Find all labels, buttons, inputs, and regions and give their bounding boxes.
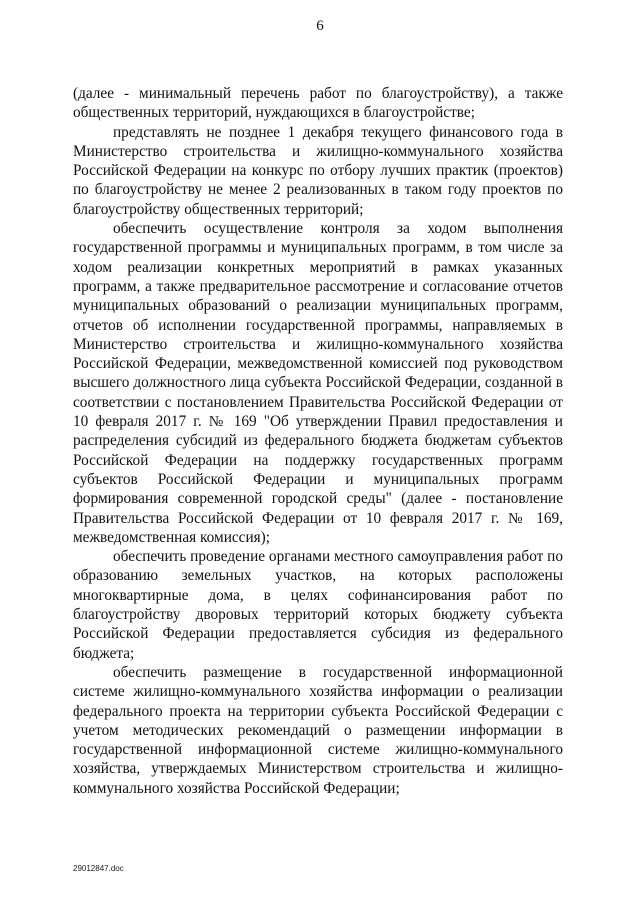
paragraph-3: обеспечить осуществление контроля за ходом выполнения государственной программы и муниципальных программ, в том числе за ходом реализации конкретных мероприятий в рамках указанных программ, а также предварительное рассмотрение и согласование отчетов муниципальных образований о реализации муниципальных программ, отчетов об исполнении государственной программы, направляемых в Министерство строительства и жилищно-коммунального хозяйства Российской Федерации, межведомственной комиссией под руководством высшего должностного лица субъекта Российской Федерации, созданной в соответствии с постановлением Правительства Российской Федерации от 10 февраля 2017 г. № 169 "Об утверждении Правил предоставления и распределения субсидий из федерального бюджета бюджетам субъектов Российской Федерации на поддержку государственных программ субъектов Российской Федерации и муниципальных программ формирования современной городской среды" (далее - постановление Правительства Российской Федерации от 10 февраля 2017 г. № 169, межведомственная комиссия); <box>73 220 563 546</box>
paragraph-4: обеспечить проведение органами местного самоуправления работ по образованию земельных участков, на которых расположены многоквартирные дома, в целях софинансирования работ по благоустройству дворовых территорий которых бюджету субъекта Российской Федерации предоставляется субсидия из федерального бюджета; <box>73 548 563 662</box>
paragraph-2: представлять не позднее 1 декабря текущего финансового года в Министерство строительства и жилищно-коммунального хозяйства Российской Федерации на конкурс по отбору лучших практик (проектов) по благоустройству не менее 2 реализованных в таком году проектов по благоустройству общественных территорий; <box>73 123 563 218</box>
paragraph-5: обеспечить размещение в государственной информационной системе жилищно-коммунального хозяйства информации о реализации федерального проекта на территории субъекта Российской Федерации с учетом методических рекомендаций о размещении информации в государственной информационной системе жилищно-коммунального хозяйства, утверждаемых Министерством строительства и жилищно-коммунального хозяйства Российской Федерации; <box>73 663 563 797</box>
footer-file-code: 29012847.doc <box>73 864 124 873</box>
paragraph-1: (далее - минимальный перечень работ по благоустройству), а также общественных территорий, нуждающихся в благоустройстве; <box>73 85 563 122</box>
page-number: 6 <box>316 18 324 34</box>
body-text <box>73 84 563 798</box>
